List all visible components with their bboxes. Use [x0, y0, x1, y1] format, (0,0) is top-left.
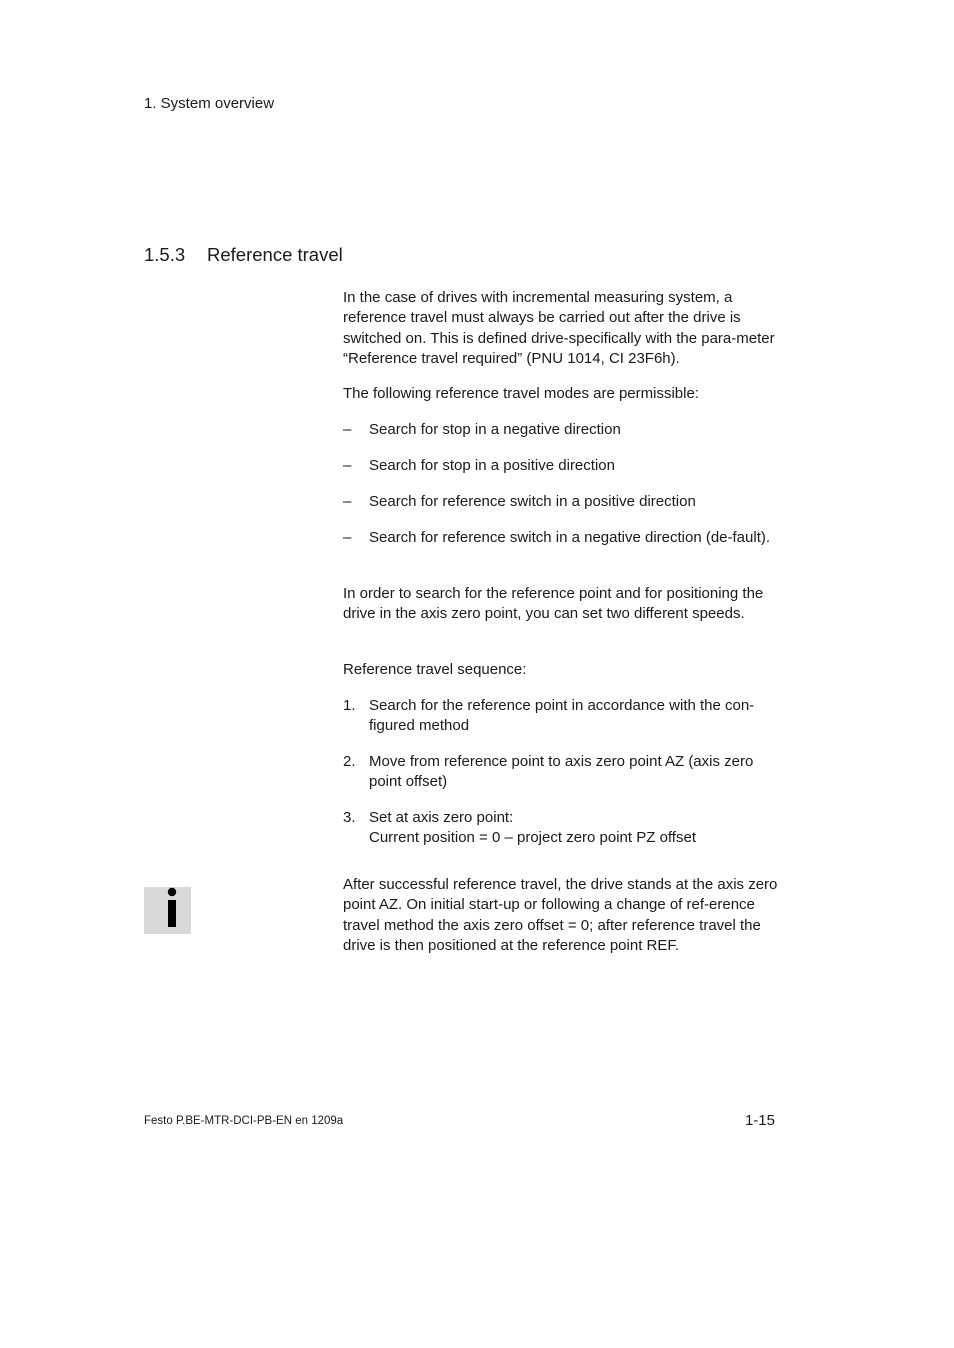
numbered-item-line: Current position = 0 – project zero point PZ offset — [369, 829, 696, 847]
dash-marker: – — [343, 421, 352, 438]
numbered-item-text: Move from reference point to axis zero point AZ (axis zero point offset) — [369, 753, 754, 791]
list-item — [343, 456, 783, 476]
section-number: 1.5.3 — [144, 244, 186, 265]
numbered-item — [343, 696, 783, 737]
list-item-text: Search for reference switch in a negative direction (de-fault). — [369, 529, 771, 546]
list-item — [343, 528, 783, 548]
footer-doc-id: Festo P.BE-MTR-DCI-PB-EN en 1209a — [144, 1115, 344, 1127]
numbered-item-text: Search for the reference point in accordance with the con-figured method — [369, 697, 755, 735]
numbered-item-line: Set at axis zero point: — [369, 809, 514, 826]
numbered-item-text — [369, 808, 783, 849]
section-title: Reference travel — [207, 244, 343, 265]
dash-marker: – — [343, 493, 352, 510]
list-item-text: Search for reference switch in a positive direction — [369, 493, 696, 510]
list-item-text: Search for stop in a negative direction — [369, 421, 621, 438]
running-head: 1. System overview — [144, 95, 275, 112]
info-icon — [144, 887, 191, 934]
dash-marker: – — [343, 457, 352, 474]
note-paragraph: After successful reference travel, the drive stands at the axis zero point AZ. On initial start-up or following a change of ref-erence travel method the axis zero offset = 0; after reference travel the drive is then positioned at the reference point REF. — [343, 876, 778, 954]
numbered-item — [343, 808, 783, 849]
number-marker: 3. — [343, 809, 356, 826]
speeds-paragraph: In order to search for the reference point and for positioning the drive in the axis zero point, you can set two different speeds. — [343, 585, 764, 623]
dash-marker: – — [343, 529, 352, 546]
info-icon-glyph — [144, 887, 191, 934]
list-item — [343, 492, 783, 512]
section-heading — [144, 244, 343, 266]
intro-paragraph: In the case of drives with incremental measuring system, a reference travel must always be carried out after the drive is switched on. This is defined drive-specifically with the para-meter “Reference travel required” (PNU 1014, CI 23F6h). — [343, 289, 775, 367]
numbered-item — [343, 752, 783, 793]
sequence-intro: Reference travel sequence: — [343, 661, 527, 678]
list-item — [343, 420, 783, 440]
number-marker: 1. — [343, 697, 356, 714]
list-item-text: Search for stop in a positive direction — [369, 457, 615, 474]
modes-intro: The following reference travel modes are permissible: — [343, 385, 699, 402]
page-number: 1-15 — [744, 1112, 775, 1129]
number-marker: 2. — [343, 753, 356, 770]
